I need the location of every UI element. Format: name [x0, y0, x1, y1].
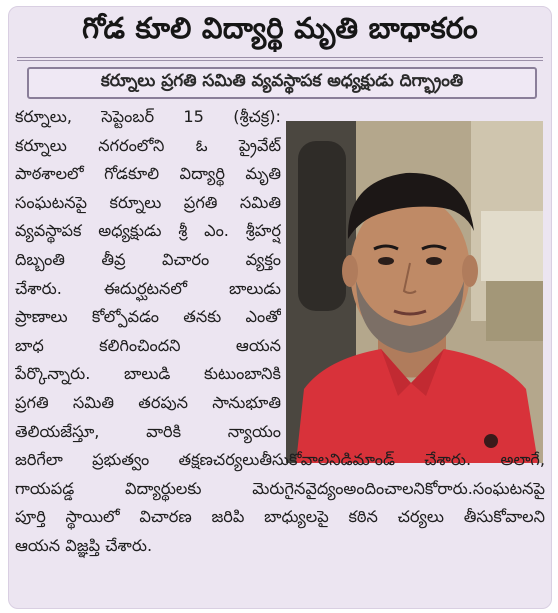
article-line: కర్నూలు నగరంలోని ఓ ప్రైవేట్ [15, 135, 281, 155]
article-line: జరిగేలా ప్రభుత్వం తక్షణచర్యలుతీసుకోవాలనిడిమాండ్ చేశారు. అలాగే, [15, 450, 545, 470]
article-line: సంఘటనపై కర్నూలు ప్రగతి సమితి [15, 192, 281, 212]
article-line: ఆయన విజ్ఞప్తి చేశారు. [15, 535, 153, 555]
article-line: వ్యవస్థాపక అధ్యక్షుడు శ్రీ ఎం. శ్రీహర్ష [15, 221, 281, 241]
article-line: దిబ్బంతి తీవ్ర విచారం వ్యక్తం [15, 249, 281, 269]
article-line: పూర్తి స్థాయిలో విచారణ జరిపి బాధ్యులపై కఠిన చర్యలు తీసుకోవాలని [15, 507, 545, 527]
subheadline: కర్నూలు ప్రగతి సమితి వ్యవస్థాపక అధ్యక్షుడు దిగ్భ్రాంతి [100, 71, 464, 91]
headline: గోడ కూలి విద్యార్థి మృతి బాధాకరం [82, 11, 478, 45]
article-line: ప్రగతి సమితి తరపున సానుభూతి [15, 392, 281, 412]
article-line: కర్నూలు, సెప్టెంబర్ 15 (శ్రీచక్ర): [15, 107, 281, 126]
news-clipping [8, 6, 552, 609]
article-line: ప్రాణాలు కోల్పోవడం తనకు ఎంతో [15, 307, 281, 327]
article-line: తెలియజేస్తూ, వారికి న్యాయం [15, 421, 281, 441]
article-line: పేర్కొన్నారు. బాలుడి కుటుంబానికి [15, 364, 281, 384]
article-line: చేశారు. ఈదుర్ఘటనలో బాలుడు [15, 278, 281, 298]
headline-rule [17, 57, 543, 58]
article-line: పాఠశాలలో గోడకూలి విద్యార్థి మృతి [15, 164, 281, 184]
article-body [15, 103, 547, 561]
article-line: గాయపడ్డ విద్యార్థులకు మెరుగైనవైద్యంఅందించాలనికోరారు.సంఘటనపై [15, 478, 545, 498]
subheadline-box [27, 67, 537, 99]
headline-rule-2 [17, 60, 543, 61]
article-line: బాధ కలిగించిందని ఆయన [15, 335, 281, 355]
